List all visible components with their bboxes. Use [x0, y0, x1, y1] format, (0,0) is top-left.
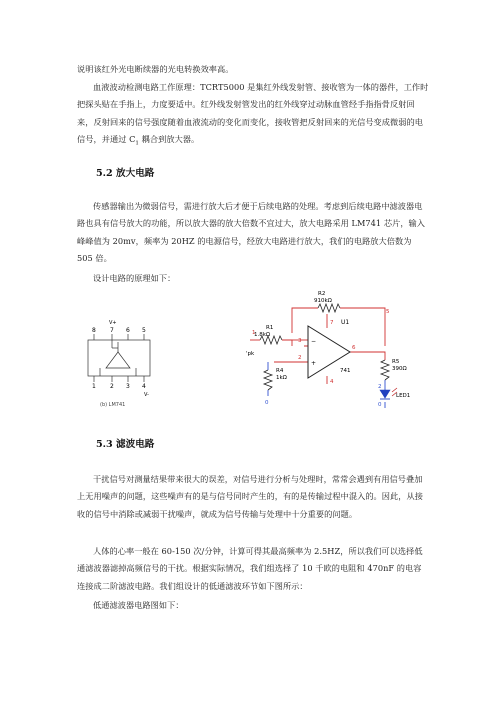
chip-pin-8: 8 [92, 327, 96, 334]
opamp-plus-sign: + [311, 360, 317, 367]
led-light-arrow-icon [392, 388, 397, 392]
r5-value: 390Ω [392, 366, 407, 372]
r4-value: 1kΩ [276, 375, 287, 381]
resistor-r5 [381, 360, 389, 380]
r1-name: R1 [266, 325, 274, 331]
r5-name: R5 [392, 359, 400, 365]
vpk-label: 'pk [246, 351, 255, 357]
led-label: LED1 [396, 393, 411, 399]
output-wire [350, 352, 385, 360]
chip-pin-3: 3 [126, 383, 130, 390]
feedback-wire-right [340, 308, 385, 346]
paragraph-detection-tail: 耦合到放大器。 [138, 133, 200, 144]
amplifier-schematic [240, 282, 430, 410]
opamp-minus-sign: − [311, 338, 317, 345]
chip-opamp-symbol [106, 352, 130, 368]
r1-value: 1.8kΩ [254, 332, 271, 338]
node-0b-label: 0 [378, 402, 382, 408]
r2-value: 910kΩ [314, 298, 332, 304]
r1-output-wire [282, 340, 292, 346]
heading-amplifier-circuit: 5.2 放大电路 [96, 168, 155, 179]
chip-pin-4: 4 [142, 383, 146, 390]
node-0a-label: 0 [265, 400, 269, 406]
pin-4-label: 4 [330, 379, 334, 385]
opamp-u1-label: U1 [341, 319, 350, 326]
chip-body [88, 340, 150, 376]
chip-vminus-label: V- [144, 392, 149, 398]
pin-6-label: 6 [352, 345, 356, 351]
paragraph-efficiency: 说明该红外光电断续器的光电转换效率高。 [77, 64, 234, 75]
amplifier-schematic-svg [240, 282, 430, 410]
resistor-r4 [264, 370, 272, 390]
chip-pin-5: 5 [142, 327, 146, 334]
paragraph-noise: 干扰信号对测量结果带来很大的误差，对信号进行分析与处理时，常常会遇到有用信号叠加上无用噪声的问题，这些噪声有的是与信号同时产生的，有的是传输过程中混入的。因此，从接收的信号中消除或减弱干扰噪声，就成为信号传输与处理中十分重要的问题。 [77, 474, 423, 519]
led-icon [380, 390, 390, 398]
chip-pin-6: 6 [126, 327, 130, 334]
r2-name: R2 [318, 291, 326, 297]
paragraph-lowpass-design: 人体的心率一般在 60-150 次/分钟，计算可得其最高频率为 2.5HZ，所以我们可以选择低通滤波器滤掉高频信号的干扰。根据实际情况，我们组选择了 10 千欧的电阻和 470nF 的电容连接成二阶滤波电路。我们组设计的低通滤波环节如下图所示： [77, 546, 423, 591]
paragraph-detection-text: 血液波动检测电路工作原理：TCRT5000 是集红外线发射管、接收管为一体的器件，工作时把探头贴在手指上，力度要适中。红外线发射管发出的红外线穿过动脉血管经手指指骨反射回来，反射回来的信号强度随着血液流动的变化而变化，接收管把反射回来的光信号变成微弱的电信号，并通过 C [77, 82, 429, 144]
pin-2-label: 2 [298, 355, 302, 361]
heading-filter-circuit: 5.3 滤波电路 [96, 439, 155, 450]
node-5-label: 5 [386, 309, 390, 315]
paragraph-amplifier: 传感器输出为微弱信号，需进行放大后才便于后续电路的处理。考虑到后续电路中滤波器电路也具有信号放大的功能，所以放大器的放大倍数不宜过大，放大电路采用 LM741 芯片，输入峰峰值为 20mv，频率为 20HZ 的电源信号，经放大电路进行放大，我们的电路放大倍数为 505 倍。 [77, 201, 426, 263]
pin-3-label: 3 [298, 338, 302, 344]
chip-caption: (b) LM741 [100, 402, 126, 408]
opamp-model-label: 741 [340, 368, 351, 374]
paragraph-lowpass-diagram-intro: 低通滤波器电路图如下： [93, 600, 184, 611]
capacitor-subscript: 1 [135, 140, 139, 147]
lm741-pinout-diagram [80, 308, 180, 408]
paragraph-detection-principle [77, 79, 429, 152]
node-1-label: 1 [252, 330, 256, 336]
chip-pin-7: 7 [110, 327, 114, 334]
chip-vplus-label: V+ [109, 320, 117, 326]
resistor-r2 [318, 304, 340, 312]
chip-pin-1: 1 [92, 383, 96, 390]
chip-pin-2: 2 [110, 383, 114, 390]
node-2-label: 2 [378, 384, 382, 390]
lm741-pinout-figure [80, 308, 180, 408]
paragraph-design-principle: 设计电路的原理如下： [93, 273, 176, 284]
r4-name: R4 [276, 368, 284, 374]
pin-7-label: 7 [330, 320, 334, 326]
